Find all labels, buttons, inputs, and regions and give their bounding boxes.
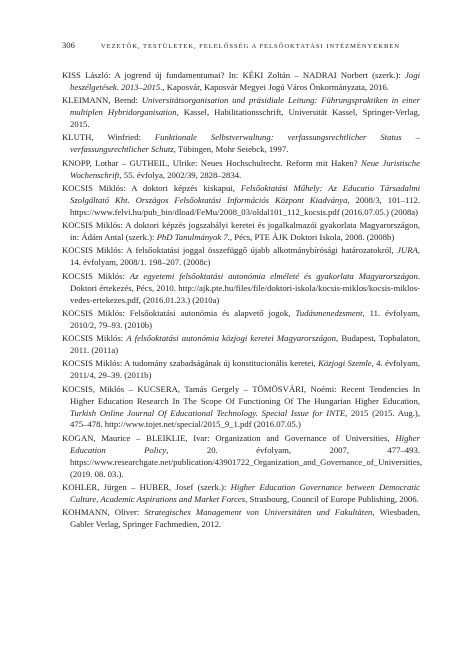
reference-text: , Tübingen, Mohr Seiebck, 1997.: [173, 144, 289, 155]
reference-entry: [62, 132, 420, 156]
reference-text: KOCSIS Miklós: Felsőoktatási autonómia és alapvető jogok,: [62, 307, 296, 318]
reference-entry: [62, 158, 420, 182]
reference-text: KISS László: A jogrend új fundamentumai? In: KÉKI Zoltán – NADRAI Norbert (szerk.):: [62, 70, 406, 80]
reference-text: KOCSIS Miklós:: [62, 333, 127, 344]
reference-text: , 2008/3, 101–112. https://www.felvi.hu/pub_bin/dload/FeMu/2008_03/oldal101_112_kocsis.pdf (2016.07.05.) (2008a): [70, 194, 420, 217]
page-header: [62, 40, 422, 50]
reference-text: , 2015 (2015. Aug.), 475–478. http://www.tojet.net/special/2015_9_1.pdf (2016.07.05.): [70, 407, 420, 430]
reference-text: KNOPP, Lothar – GUTHEIL, Ulrike: Neues Hochschulrecht. Reform mit Haken?: [62, 157, 362, 168]
reference-text: KLEIMANN, Bernd:: [62, 95, 142, 106]
reference-text: KOCSIS, Miklós – KUCSERA, Tamás Gergely – TÖMÖSVÁRI, Noémi: Recent Tendencies In Higher Education Research In The Scope Of Functioning Of The Hungarian Higher Education,: [62, 383, 420, 406]
reference-text: , 14. évfolyam, 2008/1. 198–207. (2008c): [70, 245, 420, 268]
reference-title: Felsőoktatási Műhely: Az Educatio Társadalmi Szolgáltató Kht. Országos Felsőoktatási Információs Központ Kiadványa: [70, 182, 421, 205]
reference-title: Tudásmenedzsment: [295, 307, 363, 318]
reference-text: KOCSIS Miklós: A tudomány szabadságának új konstitucionális keretei,: [62, 358, 319, 369]
reference-title: Közjogi Szemle: [318, 358, 372, 369]
reference-title: A felsőoktatási autonómia közjogi keretei Magyarországon: [126, 333, 336, 344]
reference-entry: [62, 507, 420, 531]
reference-text: , Kaposvár, Kaposvár Megyei Jogú Város Önkormányzata, 2016.: [162, 81, 389, 92]
reference-title: PhD Tanulmányok 7.: [156, 232, 230, 243]
reference-entry: [62, 245, 420, 269]
reference-entry: [62, 183, 420, 219]
reference-title: Az egyetemi felsőoktatási autonómia elméleté és gyakorlata Magyarországon: [129, 270, 418, 281]
reference-text: KLUTH, Winfried:: [62, 132, 155, 143]
reference-text: KOHMANN, Oliver:: [62, 507, 145, 518]
reference-title: Funktionale Selbstverwaltung: verfassungsrechtlicher Status – verfassungsrechtlicher Schutz: [70, 132, 420, 155]
reference-entry: [62, 384, 420, 432]
reference-title: Neue Juristische Wochenschrift: [70, 157, 420, 180]
reference-text: . Doktori értekezés, Pécs, 2010. http://ajk.pte.hu/files/file/doktori-iskola/kocsis-miklos/kocsis-miklos-vedes-ertekezes.pdf, (2016.01.23.) (2010a): [70, 270, 420, 305]
reference-text: , Pécs, PTE ÁJK Doktori Iskola, 2008. (2008b): [229, 232, 395, 243]
page-number: 306: [62, 40, 75, 50]
reference-entry: [62, 432, 423, 481]
reference-entry: [62, 220, 420, 244]
reference-text: , Strasbourg, Council of Europe Publishing, 2006.: [245, 493, 419, 504]
reference-text: KOCSIS Miklós: A doktori képzés jogszabályi keretei és jogalkalmazói gyakorlata Magyarországon, in: Ádám Antal (szerk.):: [62, 220, 420, 243]
reference-title: Higher Education Policy: [70, 432, 420, 455]
reference-title: Universitätsorganisation und präsidiale Leitung: Führungspraktiken in einer multiplen Hybridorganisation: [70, 95, 420, 118]
reference-list: [62, 70, 423, 532]
reference-title: Strategisches Management von Universitäten und Fakultäten: [144, 507, 373, 518]
running-title: VEZETŐK, TESTÜLETEK, FELELŐSSÉG A FELSŐOKTATÁSI INTÉZMÉNYEKBEN: [100, 43, 400, 50]
reference-text: , 11. évfolyam, 2010/2, 79–93. (2010b): [70, 307, 420, 330]
reference-entry: [62, 333, 420, 357]
reference-title: Jogi beszélgetések. 2013–2015.: [70, 70, 420, 92]
reference-entry: [62, 308, 420, 332]
reference-text: , 4. évfolyam, 2011/4, 29–39. (2011b): [70, 358, 420, 381]
reference-text: KOGAN, Maurice – BLEIKLIE, Ivar: Organization and Governance of Universities,: [62, 432, 396, 443]
reference-title: JURA: [397, 245, 418, 256]
reference-entry: [62, 358, 420, 382]
reference-entry: [62, 70, 420, 94]
reference-entry: [62, 482, 420, 506]
reference-text: KOCSIS Miklós:: [62, 270, 130, 281]
reference-text: , Kassel, Habilitationsschrift, Universität Kassel, Springer-Verlag, 2015.: [70, 107, 421, 130]
reference-text: , 20. évfolyam, 2007, 477–493. https://www.researchgate.net/publication/43901722_Organization_and_Governance_of_Universities, (2019. 08. 03.).: [70, 444, 423, 479]
reference-title: Turkish Online Journal Of Educational Technology. Special Issue for INTE: [70, 407, 346, 418]
reference-title: Higher Education Governance between Democratic Culture, Academic Aspirations and Market Forces: [70, 481, 421, 504]
reference-text: KOHLER, Jürgen – HUBER, Josef (szerk.):: [62, 481, 231, 492]
reference-text: , Budapest, Topbalaton, 2011. (2011a): [70, 333, 420, 356]
reference-text: , 55. évfolya, 2002/39, 2828–2834.: [119, 169, 242, 180]
reference-entry: [62, 271, 420, 307]
reference-text: KOCSIS Miklós: A felsőoktatási joggal összefüggő újabb alkotmánybírósági határozatokról,: [62, 245, 398, 256]
reference-text: KOCSIS Miklós: A doktori képzés kiskapui,: [62, 182, 241, 193]
reference-entry: [62, 95, 420, 131]
reference-text: , Wiesbaden, Gabler Verlag, Springer Fachmedien, 2012.: [70, 507, 420, 530]
